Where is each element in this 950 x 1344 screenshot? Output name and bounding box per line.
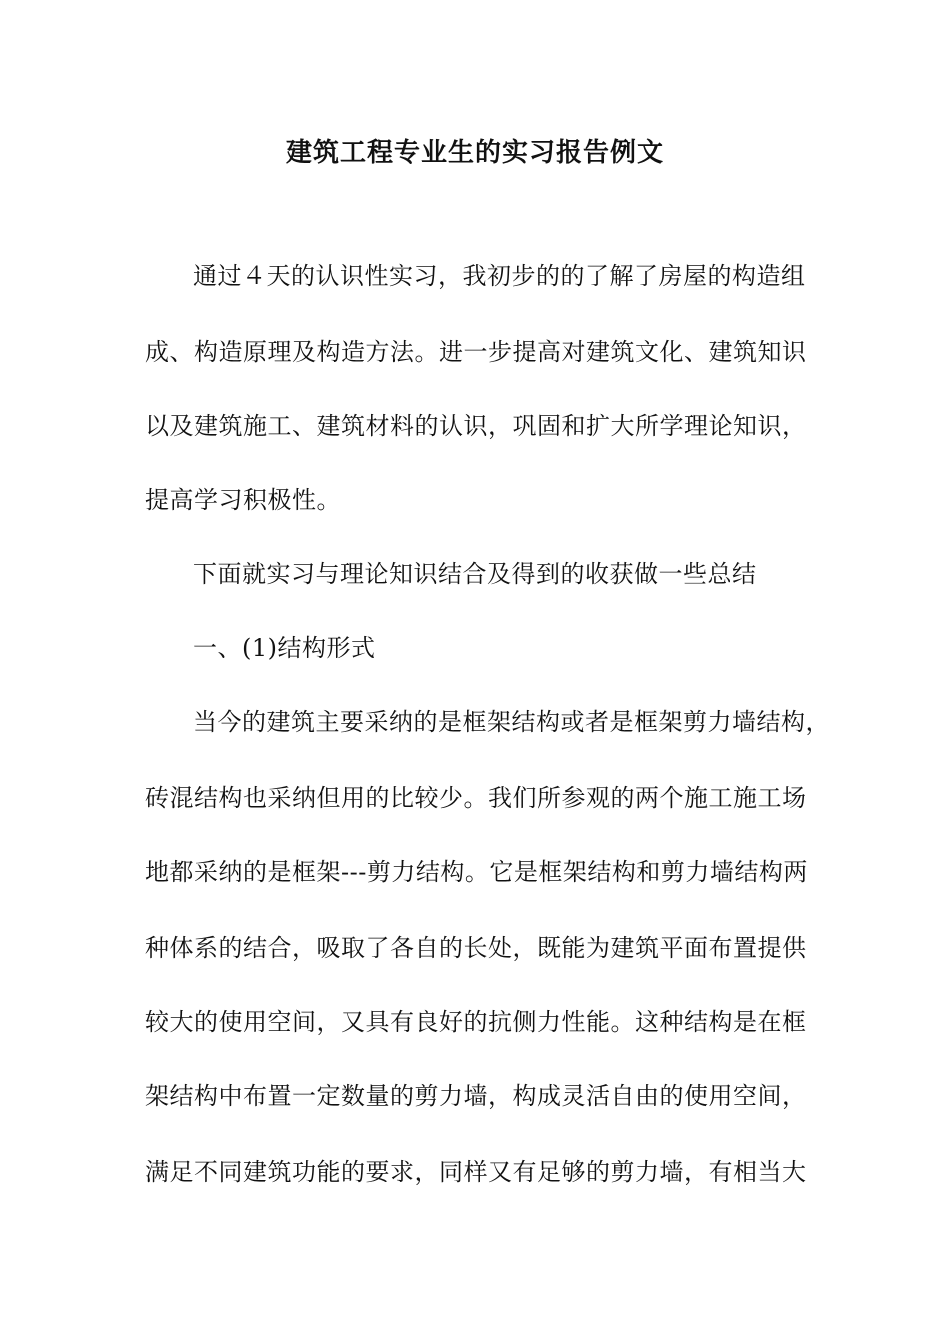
document-title: 建筑工程专业生的实习报告例文 <box>285 138 664 168</box>
paragraph-line: 砖混结构也采纳但用的比较少。我们所参观的两个施工施工场 <box>145 784 807 812</box>
section-heading: 一、(1)结构形式 <box>193 634 376 662</box>
paragraph-line: 地都采纳的是框架---剪力结构。它是框架结构和剪力墙结构两 <box>145 858 808 886</box>
paragraph-line: 满足不同建筑功能的要求，同样又有足够的剪力墙，有相当大 <box>145 1158 807 1186</box>
paragraph-line: 提高学习积极性。 <box>145 486 341 514</box>
paragraph-line: 通过４天的认识性实习，我初步的的了解了房屋的构造组 <box>193 262 806 290</box>
paragraph-line: 以及建筑施工、建筑材料的认识，巩固和扩大所学理论知识， <box>145 412 807 440</box>
paragraph-line: 当今的建筑主要采纳的是框架结构或者是框架剪力墙结构， <box>193 708 830 736</box>
paragraph-line: 种体系的结合，吸取了各自的长处，既能为建筑平面布置提供 <box>145 934 807 962</box>
paragraph-line: 较大的使用空间，又具有良好的抗侧力性能。这种结构是在框 <box>145 1008 807 1036</box>
paragraph-line: 下面就实习与理论知识结合及得到的收获做一些总结 <box>193 560 757 588</box>
paragraph-line: 架结构中布置一定数量的剪力墙，构成灵活自由的使用空间， <box>145 1082 807 1110</box>
paragraph-line: 成、构造原理及构造方法。进一步提高对建筑文化、建筑知识 <box>145 338 807 366</box>
